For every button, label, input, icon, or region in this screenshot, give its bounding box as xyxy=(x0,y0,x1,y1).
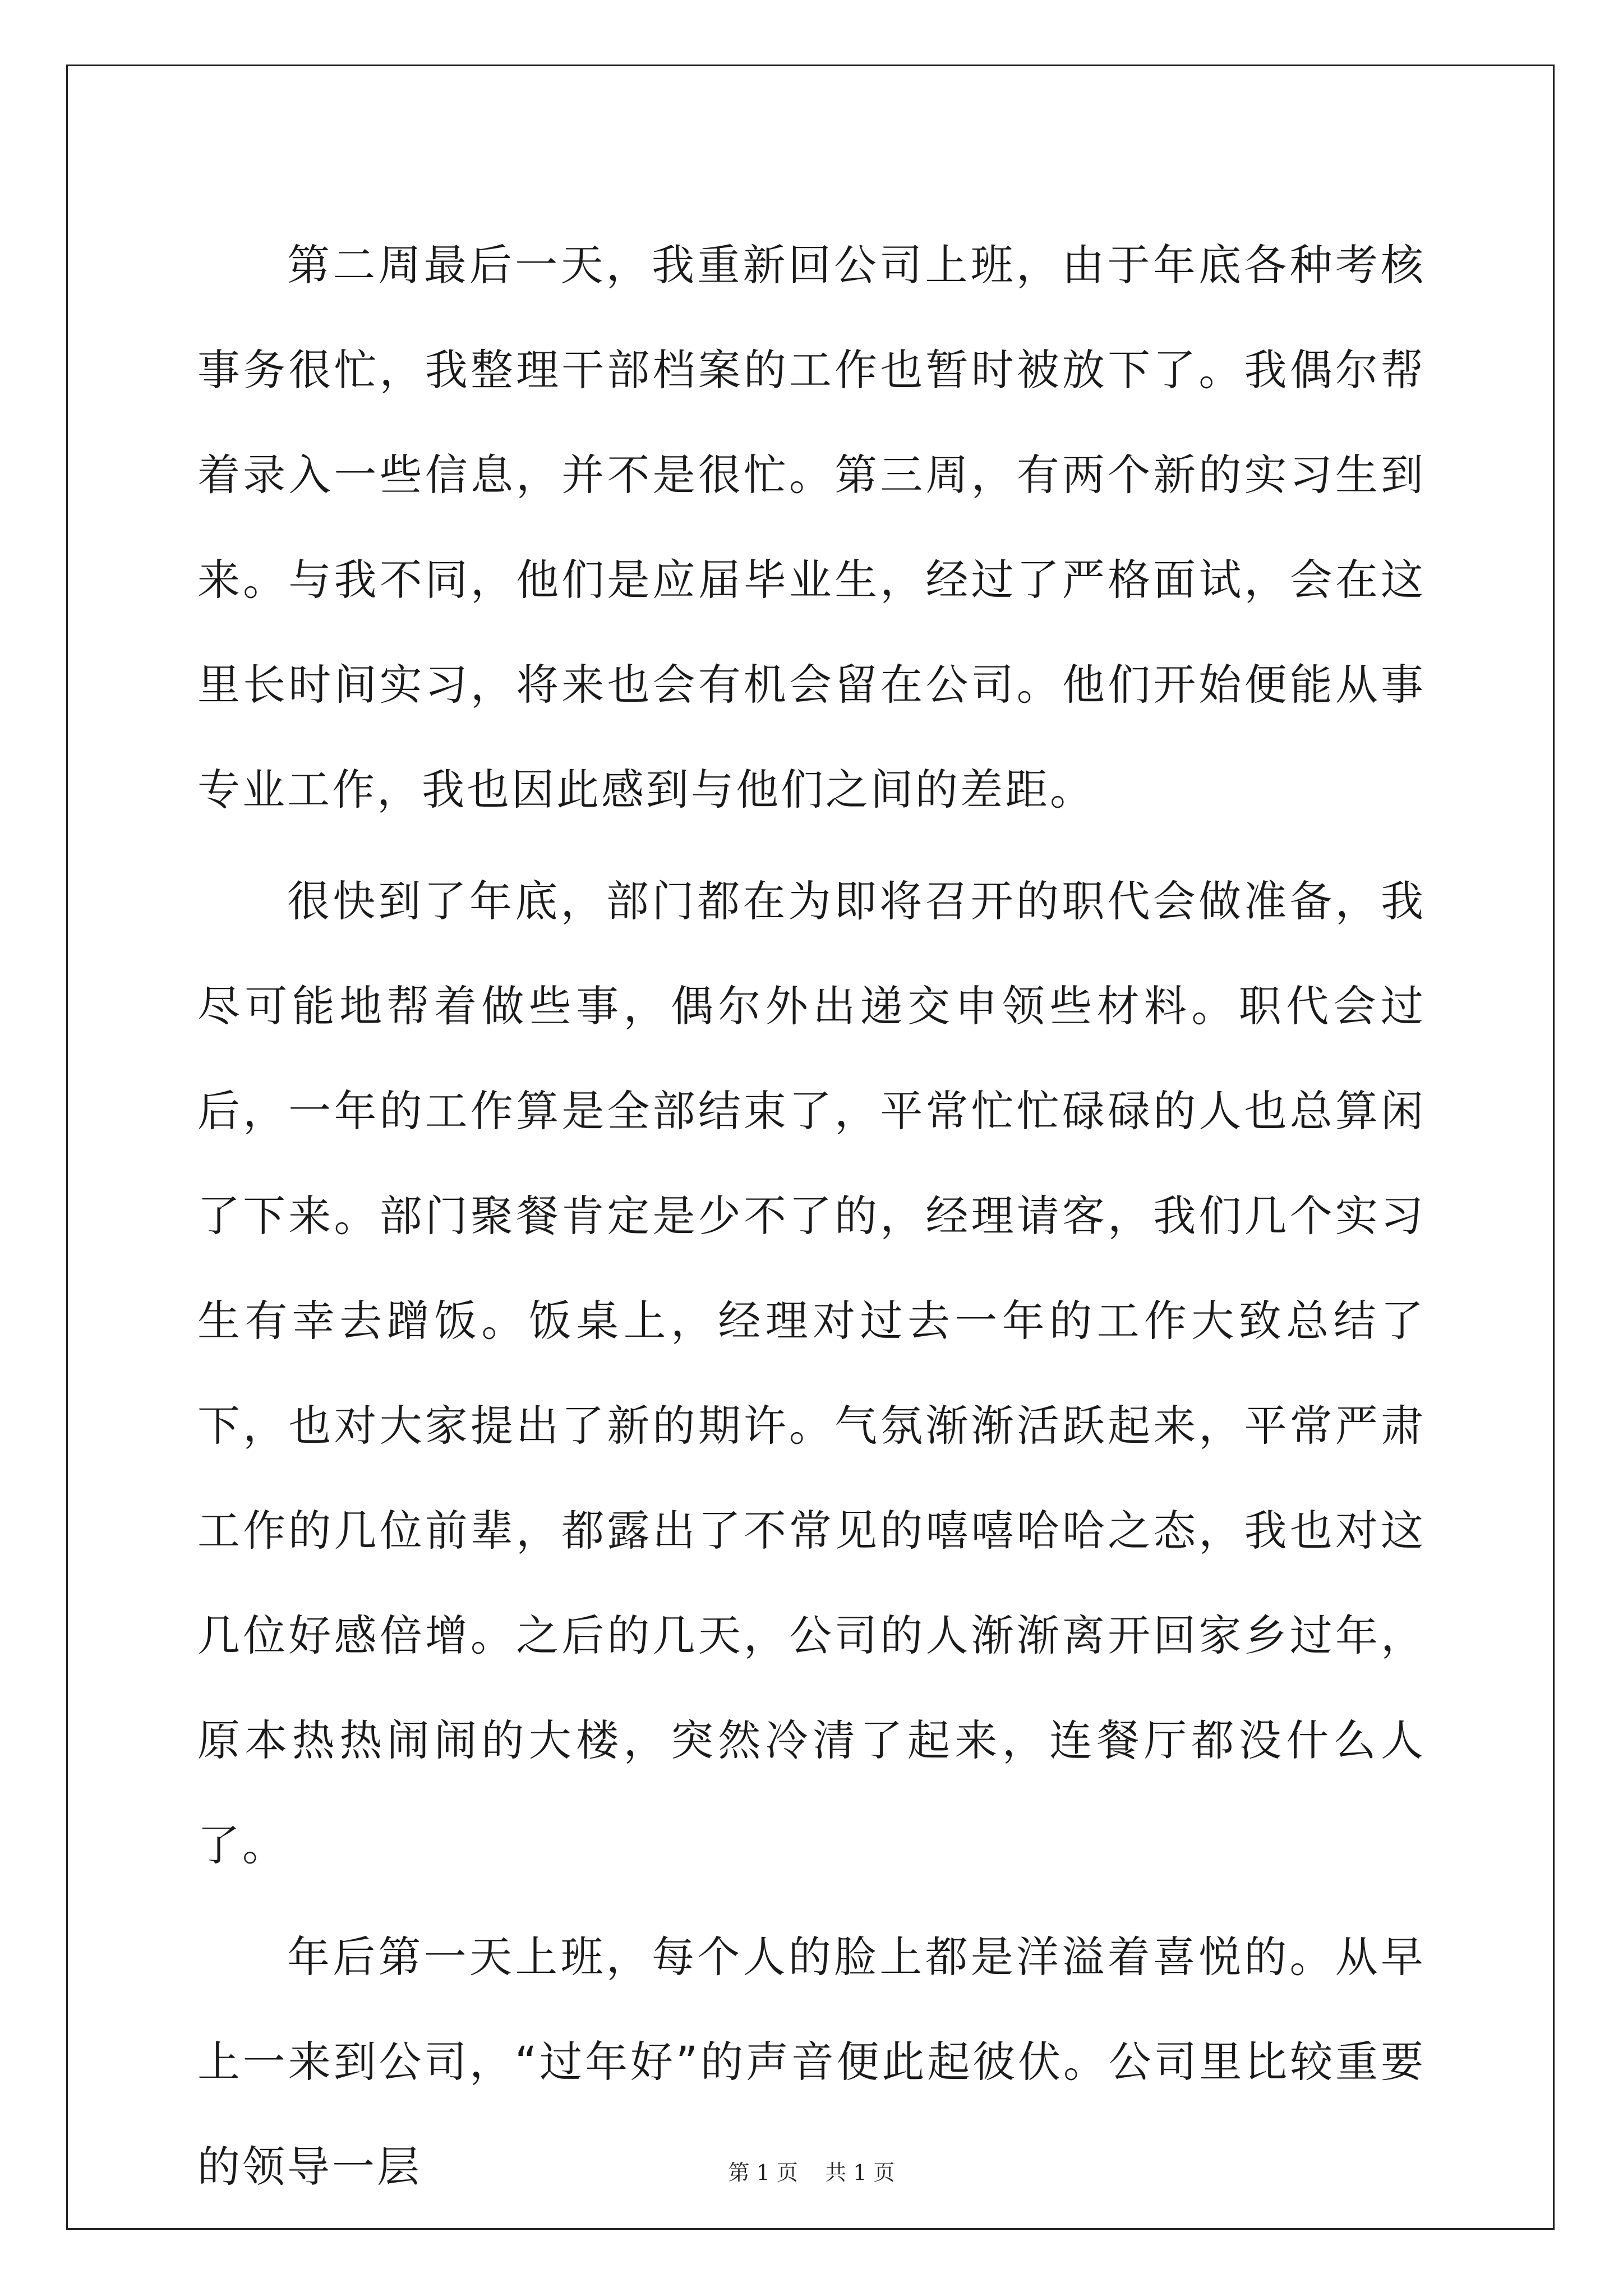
paragraph-1: 第二周最后一天，我重新回公司上班，由于年底各种考核事务很忙，我整理干部档案的工作也暂时被放下了。我偶尔帮着录入一些信息，并不是很忙。第三周，有两个新的实习生到来。与我不同，他们是应届毕业生，经过了严格面试，会在这里长时间实习，将来也会有机会留在公司。他们开始便能从事专业工作，我也因此感到与他们之间的差距。 xyxy=(197,240,1426,815)
paragraph-3: 年后第一天上班，每个人的脸上都是洋溢着喜悦的。从早上一来到公司，“过年好”的声音便此起彼伏。公司里比较重要的领导一层 xyxy=(197,1932,1426,2192)
paragraph-2: 很快到了年底，部门都在为即将召开的职代会做准备，我尽可能地帮着做些事，偶尔外出递交申领些材料。职代会过后，一年的工作算是全部结束了，平常忙忙碌碌的人也总算闲了下来。部门聚餐肯定是少不了的，经理请客，我们几个实习生有幸去蹭饭。饭桌上，经理对过去一年的工作大致总结了下，也对大家提出了新的期许。气氛渐渐活跃起来，平常严肃工作的几位前辈，都露出了不常见的嘻嘻哈哈之态，我也对这几位好感倍增。之后的几天，公司的人渐渐离开回家乡过年，原本热热闹闹的大楼，突然冷清了起来，连餐厅都没什么人了。 xyxy=(197,876,1426,1870)
page-number-label: 第 1 页 共 1 页 xyxy=(728,2160,895,2185)
document-body xyxy=(197,213,1426,2226)
page-footer xyxy=(0,2155,1623,2186)
